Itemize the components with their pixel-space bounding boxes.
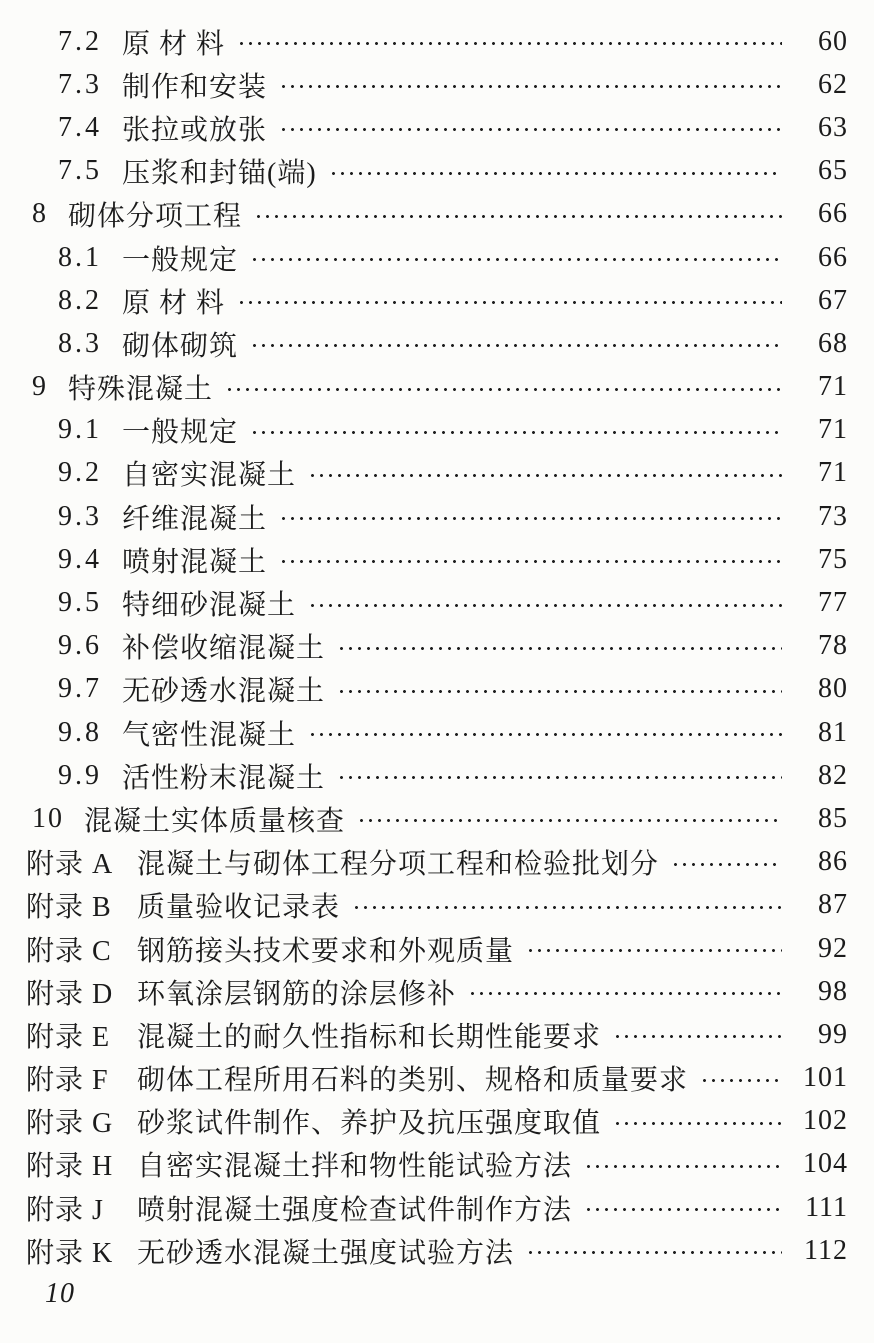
toc-entry-page: 75: [818, 543, 848, 575]
toc-entry: [0, 63, 874, 106]
toc-entry-page: 66: [818, 241, 848, 273]
toc-entry-title: 张拉或放张: [122, 114, 268, 146]
toc-entry-number: 9.8: [58, 716, 102, 748]
toc-entry-title: 补偿收缩混凝土: [122, 633, 326, 665]
toc-entry: [0, 927, 874, 970]
toc-entry-title: 活性粉末混凝土: [122, 762, 326, 794]
toc-entry-number: 7.2: [58, 25, 102, 57]
toc-entry-number: 附录 E: [26, 1021, 111, 1053]
toc-entry-page: 67: [818, 284, 848, 316]
toc-entry-title: 原 材 料: [122, 287, 226, 319]
toc-entry-number: 附录 K: [26, 1237, 114, 1269]
toc-entry-title: 砂浆试件制作、养护及抗压强度取值: [137, 1108, 602, 1140]
dot-leader-icon: [237, 41, 782, 46]
toc-entry: [0, 581, 874, 624]
dot-leader-icon: [352, 905, 782, 910]
toc-entry-number: 附录 A: [26, 849, 114, 881]
dot-leader-icon: [225, 387, 782, 392]
toc-entry: [0, 841, 874, 884]
toc-entry: [0, 1013, 874, 1056]
toc-entry: [0, 279, 874, 322]
toc-entry: [0, 1186, 874, 1229]
toc-entry-page: 112: [804, 1234, 848, 1266]
dot-leader-icon: [308, 603, 782, 608]
toc-entry-title: 压浆和封锚(端): [122, 158, 317, 190]
toc-entry-title: 制作和安装: [122, 71, 268, 103]
dot-leader-icon: [308, 473, 782, 478]
toc-entry-number: 附录 C: [26, 935, 112, 967]
toc-entry-number: 9: [32, 371, 48, 403]
toc-entry-number: 9.1: [58, 414, 102, 446]
dot-leader-icon: [250, 430, 782, 435]
toc-entry-number: 7.4: [58, 111, 102, 143]
dot-leader-icon: [671, 862, 782, 867]
toc-entry-title: 环氧涂层钢筋的涂层修补: [137, 978, 457, 1010]
toc-entry-page: 71: [818, 457, 848, 489]
toc-entry-page: 65: [818, 155, 848, 187]
toc-entry-title: 特细砂混凝土: [122, 590, 297, 622]
toc-entry-number: 8: [32, 198, 48, 230]
toc-entry-number: 9.5: [58, 587, 102, 619]
page-number-footer: 10: [45, 1278, 75, 1309]
toc-entry-number: 7.3: [58, 68, 102, 100]
toc-entry-title: 一般规定: [122, 417, 239, 449]
toc-entry-number: 附录 J: [26, 1194, 104, 1226]
toc-entry-title: 钢筋接头技术要求和外观质量: [137, 935, 515, 967]
toc-entry-title: 纤维混凝土: [122, 503, 268, 535]
toc-entry-title: 气密性混凝土: [122, 719, 297, 751]
toc-entry: [0, 1229, 874, 1272]
toc-entry-title: 原 材 料: [122, 28, 226, 60]
dot-leader-icon: [337, 689, 782, 694]
toc-entry: [0, 668, 874, 711]
toc-entry-title: 喷射混凝土强度检查试件制作方法: [137, 1194, 573, 1226]
toc-entry-page: 66: [818, 198, 848, 230]
toc-entry: [0, 322, 874, 365]
dot-leader-icon: [237, 300, 782, 305]
toc-entry: [0, 1057, 874, 1100]
toc-entry-title: 砌体砌筑: [122, 330, 239, 362]
toc-entry-page: 102: [803, 1105, 848, 1137]
toc-entry-page: 60: [818, 25, 848, 57]
toc-entry: [0, 711, 874, 754]
toc-entry-title: 自密实混凝土拌和物性能试验方法: [137, 1151, 573, 1183]
toc-entry-page: 87: [818, 889, 848, 921]
toc-entry-page: 104: [803, 1148, 848, 1180]
toc-entry-title: 质量验收记录表: [137, 892, 341, 924]
dot-leader-icon: [279, 559, 782, 564]
toc-entry: [0, 538, 874, 581]
toc-entry-page: 73: [818, 500, 848, 532]
dot-leader-icon: [700, 1078, 782, 1083]
dot-leader-icon: [279, 84, 782, 89]
toc-entry-number: 9.4: [58, 543, 102, 575]
toc-entry: [0, 884, 874, 927]
toc-entry: [0, 106, 874, 149]
toc-entry: [0, 452, 874, 495]
toc-entry-page: 82: [818, 759, 848, 791]
toc-entry: [0, 1100, 874, 1143]
toc-entry-page: 62: [818, 68, 848, 100]
toc-entry: [0, 366, 874, 409]
dot-leader-icon: [613, 1121, 782, 1126]
toc-entry: [0, 625, 874, 668]
toc-entry-page: 101: [803, 1062, 848, 1094]
toc-entry-page: 77: [818, 587, 848, 619]
dot-leader-icon: [250, 257, 782, 262]
toc-entry-title: 一般规定: [122, 244, 239, 276]
toc-entry: [0, 20, 874, 63]
toc-entry-page: 86: [818, 846, 848, 878]
dot-leader-icon: [279, 516, 782, 521]
dot-leader-icon: [584, 1164, 782, 1169]
toc-entry-page: 71: [818, 414, 848, 446]
toc-entry-number: 9.6: [58, 630, 102, 662]
toc-entry-page: 80: [818, 673, 848, 705]
dot-leader-icon: [357, 818, 782, 823]
dot-leader-icon: [526, 948, 782, 953]
toc-entry-page: 71: [818, 371, 848, 403]
dot-leader-icon: [584, 1207, 782, 1212]
toc-entry: [0, 150, 874, 193]
toc-entry-number: 附录 D: [26, 978, 114, 1010]
toc-entry: [0, 1143, 874, 1186]
toc-entry-number: 9.9: [58, 759, 102, 791]
toc-entry-page: 111: [805, 1191, 848, 1223]
toc-entry-number: 8.1: [58, 241, 102, 273]
toc-entry-title: 砌体工程所用石料的类别、规格和质量要求: [137, 1065, 689, 1097]
toc-entry-number: 附录 H: [26, 1151, 114, 1183]
dot-leader-icon: [279, 127, 782, 132]
dot-leader-icon: [526, 1250, 782, 1255]
toc-entry-number: 9.7: [58, 673, 102, 705]
toc-entry: [0, 409, 874, 452]
toc-entry-number: 7.5: [58, 155, 102, 187]
toc-entry-page: 85: [818, 802, 848, 834]
toc-entry-number: 10: [32, 802, 64, 834]
toc-entry-number: 附录 F: [26, 1065, 109, 1097]
toc-list: [0, 20, 874, 1272]
toc-entry-page: 92: [818, 932, 848, 964]
toc-entry-page: 78: [818, 630, 848, 662]
dot-leader-icon: [337, 646, 782, 651]
toc-entry-title: 特殊混凝土: [68, 374, 214, 406]
toc-entry-number: 附录 G: [26, 1108, 114, 1140]
toc-entry-number: 9.2: [58, 457, 102, 489]
toc-entry: [0, 236, 874, 279]
dot-leader-icon: [308, 732, 782, 737]
dot-leader-icon: [254, 214, 782, 219]
toc-entry-title: 混凝土与砌体工程分项工程和检验批划分: [137, 849, 660, 881]
toc-entry: [0, 193, 874, 236]
toc-entry-title: 砌体分项工程: [68, 201, 243, 233]
toc-entry-page: 99: [818, 1018, 848, 1050]
dot-leader-icon: [329, 171, 782, 176]
toc-entry-title: 混凝土的耐久性指标和长期性能要求: [137, 1021, 602, 1053]
toc-entry: [0, 754, 874, 797]
dot-leader-icon: [337, 775, 782, 780]
toc-entry-title: 无砂透水混凝土: [122, 676, 326, 708]
dot-leader-icon: [613, 1034, 782, 1039]
toc-entry-page: 98: [818, 975, 848, 1007]
toc-entry: [0, 970, 874, 1013]
toc-entry-number: 附录 B: [26, 892, 112, 924]
toc-entry-title: 混凝土实体质量核查: [84, 805, 346, 837]
toc-entry-number: 8.3: [58, 327, 102, 359]
toc-entry-page: 81: [818, 716, 848, 748]
toc-entry-number: 8.2: [58, 284, 102, 316]
toc-entry: [0, 797, 874, 840]
toc-entry-title: 无砂透水混凝土强度试验方法: [137, 1237, 515, 1269]
dot-leader-icon: [250, 343, 782, 348]
toc-entry-number: 9.3: [58, 500, 102, 532]
dot-leader-icon: [468, 991, 782, 996]
toc-entry-page: 68: [818, 327, 848, 359]
toc-entry-page: 63: [818, 111, 848, 143]
toc-entry: [0, 495, 874, 538]
toc-entry-title: 喷射混凝土: [122, 546, 268, 578]
toc-entry-title: 自密实混凝土: [122, 460, 297, 492]
